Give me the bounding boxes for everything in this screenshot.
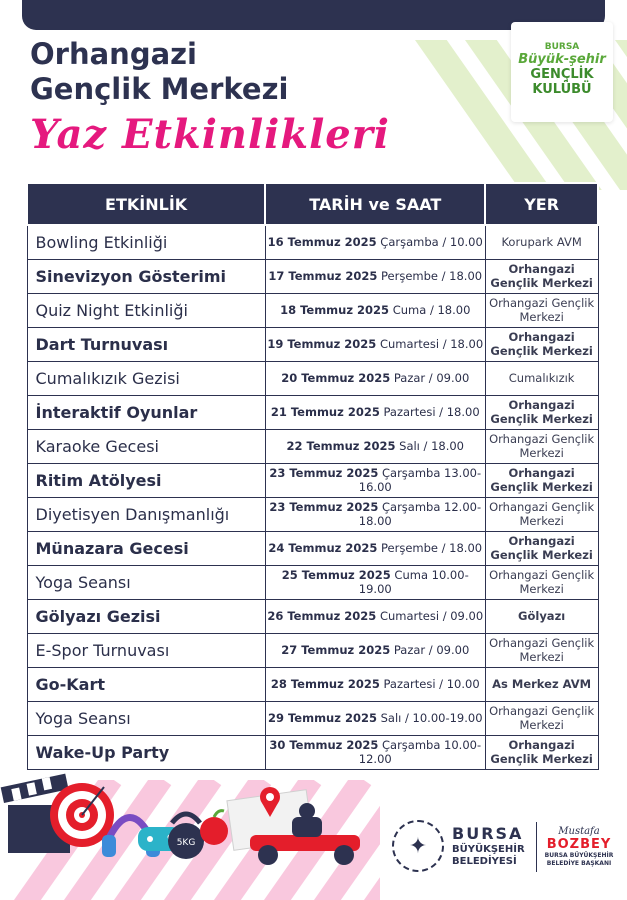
- table-row: [27, 701, 598, 735]
- youth-club-logo: [511, 22, 613, 122]
- municipality-line1: BURSA: [452, 824, 524, 843]
- event-day-time: Cumartesi / 18.00: [376, 337, 484, 351]
- event-place-cell: Orhangazi Gençlik Merkezi: [485, 395, 598, 429]
- event-date: 16 Temmuz 2025: [267, 235, 377, 250]
- event-date-cell: [265, 599, 485, 633]
- event-date: 28 Temmuz 2025: [270, 677, 380, 691]
- event-date: 29 Temmuz 2025: [267, 711, 377, 725]
- event-date: 17 Temmuz 2025: [268, 269, 378, 283]
- table-row: [27, 667, 598, 701]
- event-date: 22 Temmuz 2025: [286, 439, 396, 453]
- table-row: [27, 225, 598, 259]
- table-row: [27, 463, 598, 497]
- table-row: [27, 531, 598, 565]
- events-table: [26, 182, 599, 770]
- event-name-cell: Wake-Up Party: [27, 735, 265, 769]
- event-name-cell: E-Spor Turnuvası: [27, 633, 265, 667]
- event-name-cell: Yoga Seansı: [27, 701, 265, 735]
- event-day-time: Salı / 10.00-19.00: [376, 711, 483, 725]
- event-date: 23 Temmuz 2025: [269, 466, 379, 480]
- event-date: 25 Temmuz 2025: [281, 568, 391, 582]
- table-row: [27, 497, 598, 531]
- footer-divider: [536, 822, 537, 872]
- event-place-cell: As Merkez AVM: [485, 667, 598, 701]
- kettlebell-label: 5KG: [176, 838, 196, 848]
- event-date: 30 Temmuz 2025: [269, 738, 379, 752]
- event-place-cell: Korupark AVM: [485, 225, 598, 259]
- event-name-cell: Diyetisyen Danışmanlığı: [27, 497, 265, 531]
- event-date-cell: [265, 667, 485, 701]
- activities-illustration: [0, 765, 370, 900]
- event-name-cell: Quiz Night Etkinliği: [27, 293, 265, 327]
- table-row: [27, 327, 598, 361]
- apple-icon: [200, 811, 228, 845]
- table-row: [27, 293, 598, 327]
- event-place-cell: Cumalıkızık: [485, 361, 598, 395]
- club-logo-line1: BURSA: [544, 42, 580, 52]
- event-name-cell: İnteraktif Oyunlar: [27, 395, 265, 429]
- kettlebell-icon: [168, 814, 204, 859]
- event-date-cell: [265, 395, 485, 429]
- event-place-cell: Gölyazı: [485, 599, 598, 633]
- event-place-cell: Orhangazi Gençlik Merkezi: [485, 497, 598, 531]
- event-place-cell: Orhangazi Gençlik Merkezi: [485, 293, 598, 327]
- event-name-cell: Bowling Etkinliği: [27, 225, 265, 259]
- table-header-row: [27, 183, 598, 225]
- event-day-time: Perşembe / 18.00: [377, 269, 483, 283]
- page-subtitle: Yaz Etkinlikleri: [30, 111, 390, 158]
- event-day-time: Cuma / 18.00: [389, 303, 471, 317]
- club-logo-line4: KULÜBÜ: [532, 82, 592, 97]
- table-row: [27, 429, 598, 463]
- event-day-time: Perşembe / 18.00: [377, 541, 483, 555]
- event-date-cell: [265, 225, 485, 259]
- municipality-logo: [392, 820, 532, 880]
- event-date: 21 Temmuz 2025: [270, 405, 380, 419]
- event-date: 23 Temmuz 2025: [269, 500, 379, 514]
- event-date: 27 Temmuz 2025: [281, 643, 391, 657]
- table-row: [27, 633, 598, 667]
- page-title-line1: Orhangazi: [30, 37, 197, 71]
- event-date-cell: [265, 361, 485, 395]
- table-row: [27, 599, 598, 633]
- event-date: 20 Temmuz 2025: [281, 371, 391, 385]
- event-day-time: Çarşamba 12.00-18.00: [358, 500, 482, 528]
- mayor-title-line1: BURSA BÜYÜKŞEHİR: [544, 852, 614, 859]
- header-event: ETKİNLİK: [27, 183, 265, 225]
- club-logo-line3: GENÇLİK: [530, 67, 594, 82]
- event-date: 18 Temmuz 2025: [280, 303, 390, 317]
- municipality-emblem-icon: ✦: [392, 820, 444, 872]
- page-title-line2: Gençlik Merkezi: [30, 72, 289, 106]
- event-name-cell: Ritim Atölyesi: [27, 463, 265, 497]
- event-place-cell: Orhangazi Gençlik Merkezi: [485, 463, 598, 497]
- event-day-time: Pazar / 09.00: [390, 371, 470, 385]
- event-date-cell: [265, 735, 485, 769]
- event-date-cell: [265, 463, 485, 497]
- event-day-time: Pazartesi / 10.00: [379, 677, 480, 691]
- mayor-first-name: Mustafa: [558, 826, 600, 837]
- municipality-line2-3: [452, 844, 525, 868]
- event-place-cell: Orhangazi Gençlik Merkezi: [485, 327, 598, 361]
- event-day-time: Cumartesi / 09.00: [376, 609, 484, 623]
- event-date-cell: [265, 429, 485, 463]
- event-place-cell: Orhangazi Gençlik Merkezi: [485, 701, 598, 735]
- event-date-cell: [265, 701, 485, 735]
- event-day-time: Çarşamba 10.00-12.00: [358, 738, 482, 766]
- event-date-cell: [265, 531, 485, 565]
- event-date-cell: [265, 327, 485, 361]
- event-day-time: Salı / 18.00: [395, 439, 464, 453]
- event-date-cell: [265, 565, 485, 599]
- table-row: [27, 735, 598, 769]
- event-name-cell: Go-Kart: [27, 667, 265, 701]
- event-date: 24 Temmuz 2025: [268, 541, 378, 555]
- mayor-signature: [543, 826, 615, 868]
- table-row: [27, 395, 598, 429]
- event-name-cell: Dart Turnuvası: [27, 327, 265, 361]
- event-place-cell: Orhangazi Gençlik Merkezi: [485, 633, 598, 667]
- event-date: 19 Temmuz 2025: [267, 337, 377, 351]
- event-name-cell: Karaoke Gecesi: [27, 429, 265, 463]
- event-date-cell: [265, 293, 485, 327]
- table-row: [27, 361, 598, 395]
- event-name-cell: Cumalıkızık Gezisi: [27, 361, 265, 395]
- event-day-time: Cuma 10.00-19.00: [358, 568, 469, 596]
- event-day-time: Pazartesi / 18.00: [379, 405, 480, 419]
- event-name-cell: Gölyazı Gezisi: [27, 599, 265, 633]
- event-day-time: Pazar / 09.00: [390, 643, 470, 657]
- municipality-line3: BELEDİYESİ: [452, 856, 517, 867]
- event-place-cell: Orhangazi Gençlik Merkezi: [485, 531, 598, 565]
- event-day-time: Çarşamba / 10.00: [376, 235, 483, 250]
- event-place-cell: Orhangazi Gençlik Merkezi: [485, 429, 598, 463]
- municipality-line2: BÜYÜKŞEHİR: [452, 844, 525, 855]
- mayor-last-name: BOZBEY: [546, 837, 612, 852]
- header-date: TARİH ve SAAT: [265, 183, 485, 225]
- event-date-cell: [265, 633, 485, 667]
- event-day-time: Çarşamba 13.00-16.00: [358, 466, 482, 494]
- table-row: [27, 565, 598, 599]
- header-place: YER: [485, 183, 598, 225]
- event-name-cell: Yoga Seansı: [27, 565, 265, 599]
- event-date: 26 Temmuz 2025: [267, 609, 377, 623]
- mayor-title-line2: BELEDİYE BAŞKANI: [546, 860, 612, 867]
- event-date-cell: [265, 259, 485, 293]
- event-name-cell: Sinevizyon Gösterimi: [27, 259, 265, 293]
- event-place-cell: Orhangazi Gençlik Merkezi: [485, 565, 598, 599]
- event-date-cell: [265, 497, 485, 531]
- event-place-cell: Orhangazi Gençlik Merkezi: [485, 735, 598, 769]
- table-row: [27, 259, 598, 293]
- event-place-cell: Orhangazi Gençlik Merkezi: [485, 259, 598, 293]
- event-name-cell: Münazara Gecesi: [27, 531, 265, 565]
- club-logo-line2: Büyük-şehir: [518, 52, 606, 67]
